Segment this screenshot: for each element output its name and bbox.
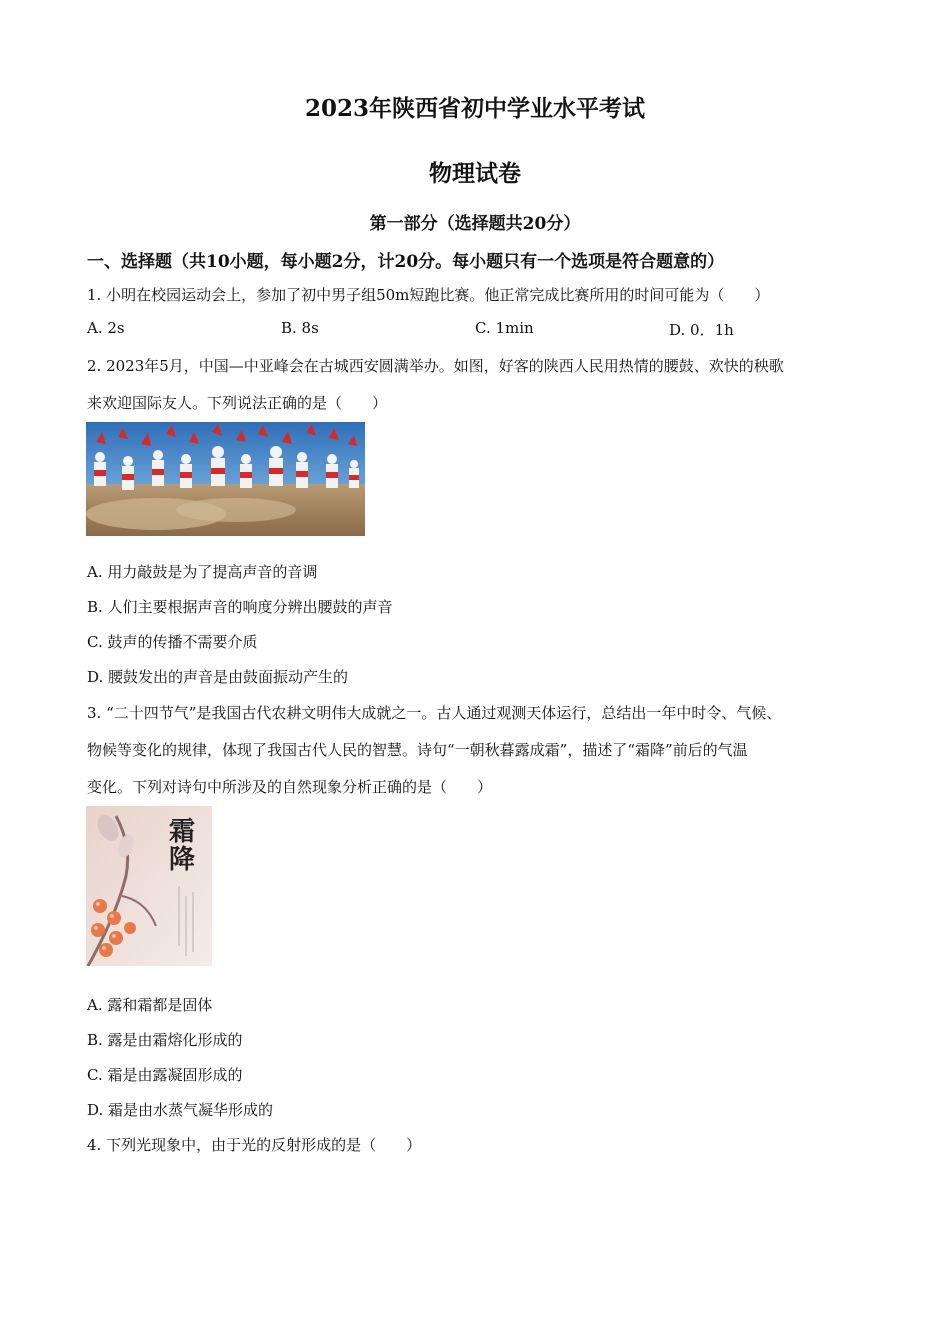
- question-1-stem: 1. 小明在校园运动会上，参加了初中男子组50m短跑比赛。他正常完成比赛所用的时间可能为（ ）: [87, 286, 770, 304]
- question-2-option-c: C. 鼓声的传播不需要介质: [87, 633, 258, 651]
- exam-subject: 物理试卷: [429, 160, 521, 187]
- frost-descent-poster-photo: [86, 806, 212, 966]
- question-3-stem-line-2: 物候等变化的规律，体现了我国古代人民的智慧。诗句“一朝秋暮露成霜”，描述了“霜降”前后的气温: [87, 741, 748, 759]
- question-3-option-b: B. 露是由霜熔化形成的: [87, 1031, 243, 1049]
- question-3-option-a: A. 露和霜都是固体: [87, 996, 213, 1014]
- question-2-stem-line-1: 2. 2023年5月，中国—中亚峰会在古城西安圆满举办。如图，好客的陕西人民用热情的腰鼓、欢快的秧歌: [87, 357, 784, 375]
- question-2-stem-line-2: 来欢迎国际友人。下列说法正确的是（ ）: [87, 394, 388, 412]
- question-2-option-a: A. 用力敲鼓是为了提高声音的音调: [87, 563, 318, 581]
- question-1-option-d: D. 0．1h: [669, 321, 734, 339]
- question-2-option-b: B. 人们主要根据声音的响度分辨出腰鼓的声音: [87, 598, 393, 616]
- question-3-stem-line-3: 变化。下列对诗句中所涉及的自然现象分析正确的是（ ）: [87, 778, 493, 796]
- question-1-option-a: A. 2s: [87, 319, 125, 337]
- question-1-option-b: B. 8s: [281, 319, 319, 337]
- part-heading: 第一部分（选择题共20分）: [369, 214, 581, 234]
- frost-descent-calligraphy: 霜降: [168, 817, 195, 875]
- question-4-stem: 4. 下列光现象中，由于光的反射形成的是（ ）: [87, 1136, 422, 1154]
- question-3-option-d: D. 霜是由水蒸气凝华形成的: [87, 1101, 274, 1119]
- question-2-option-d: D. 腰鼓发出的声音是由鼓面振动产生的: [87, 668, 349, 686]
- section-heading: 一、选择题（共10小题，每小题2分，计20分。每小题只有一个选项是符合题意的）: [87, 252, 725, 272]
- question-3-option-c: C. 霜是由露凝固形成的: [87, 1066, 243, 1084]
- exam-title: 2023年陕西省初中学业水平考试: [304, 95, 645, 122]
- waist-drum-dance-photo: [86, 422, 365, 536]
- question-1-option-c: C. 1min: [475, 319, 534, 337]
- question-3-stem-line-1: 3. “二十四节气”是我国古代农耕文明伟大成就之一。古人通过观测天体运行，总结出一年中时令、气候、: [87, 704, 782, 722]
